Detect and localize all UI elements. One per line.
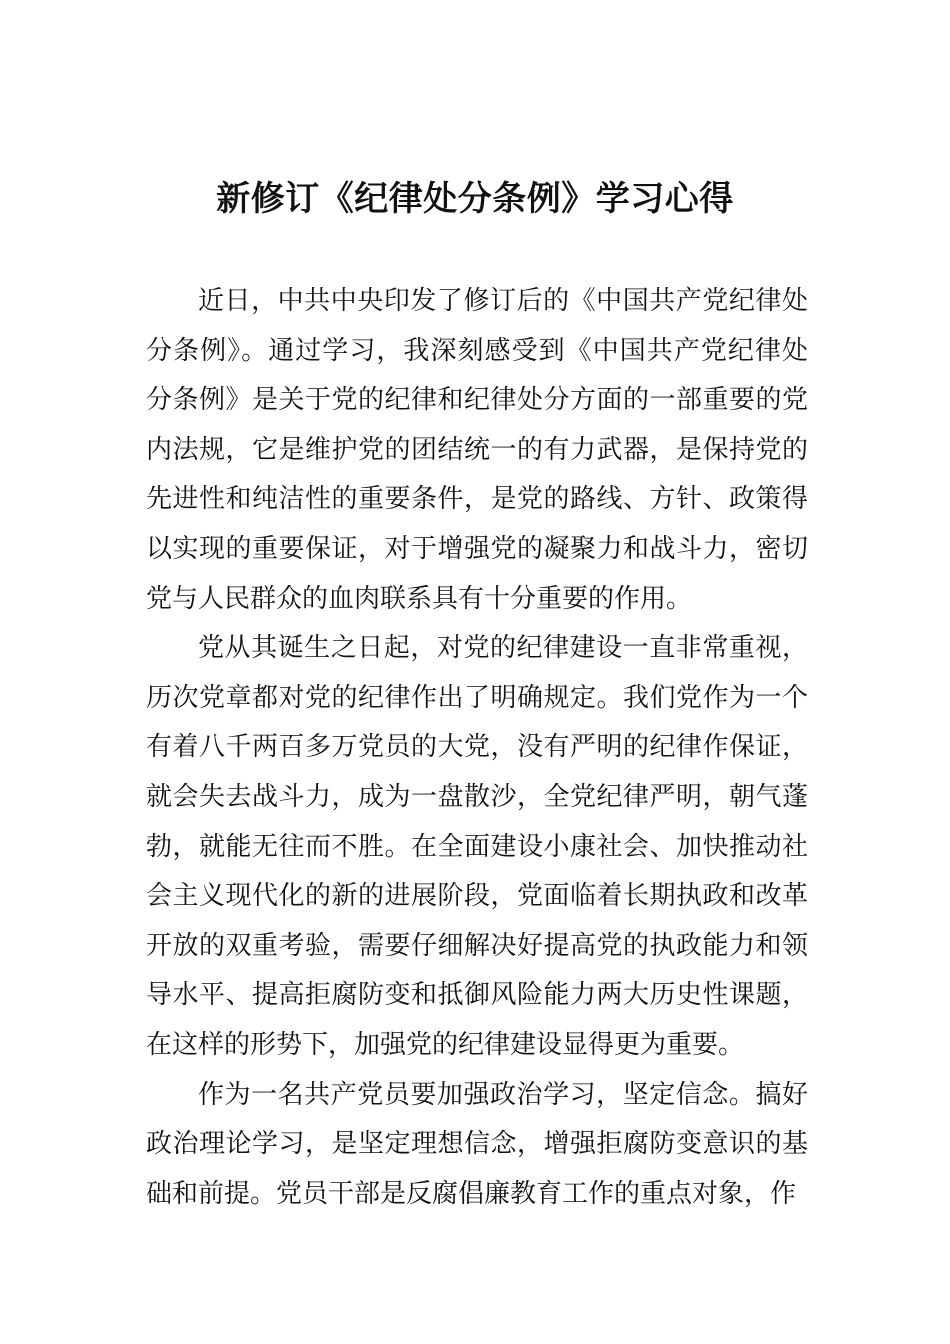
paragraph-3: 作为一名共产党员要加强政治学习，坚定信念。搞好政治理论学习，是坚定理想信念，增强拒腐防变意识的基础和前提。党员干部是反腐倡廉教育工作的重点对象，作 — [146, 1079, 808, 1209]
document-title: 新修订《纪律处分条例》学习心得 — [216, 179, 734, 219]
paragraph-1: 近日，中共中央印发了修订后的《中国共产党纪律处分条例》。通过学习，我深刻感受到《中国共产党纪律处分条例》是关于党的纪律和纪律处分方面的一部重要的党内法规，它是维护党的团结统一的有力武器，是保持党的先进性和纯洁性的重要条件，是党的路线、方针、政策得以实现的重要保证，对于增强党的凝聚力和战斗力，密切党与人民群众的血肉联系具有十分重要的作用。 — [146, 286, 808, 614]
paragraph-2: 党从其诞生之日起，对党的纪律建设一直非常重视，历次党章都对党的纪律作出了明确规定。我们党作为一个有着八千两百多万党员的大党，没有严明的纪律作保证，就会失去战斗力，成为一盘散沙，全党纪律严明，朝气蓬勃，就能无往而不胜。在全面建设小康社会、加快推动社会主义现代化的新的进展阶段，党面临着长期执政和改革开放的双重考验，需要仔细解决好提高党的执政能力和领导水平、提高拒腐防变和抵御风险能力两大历史性课题，在这样的形势下，加强党的纪律建设显得更为重要。 — [146, 633, 808, 1060]
document-body — [146, 277, 808, 1219]
